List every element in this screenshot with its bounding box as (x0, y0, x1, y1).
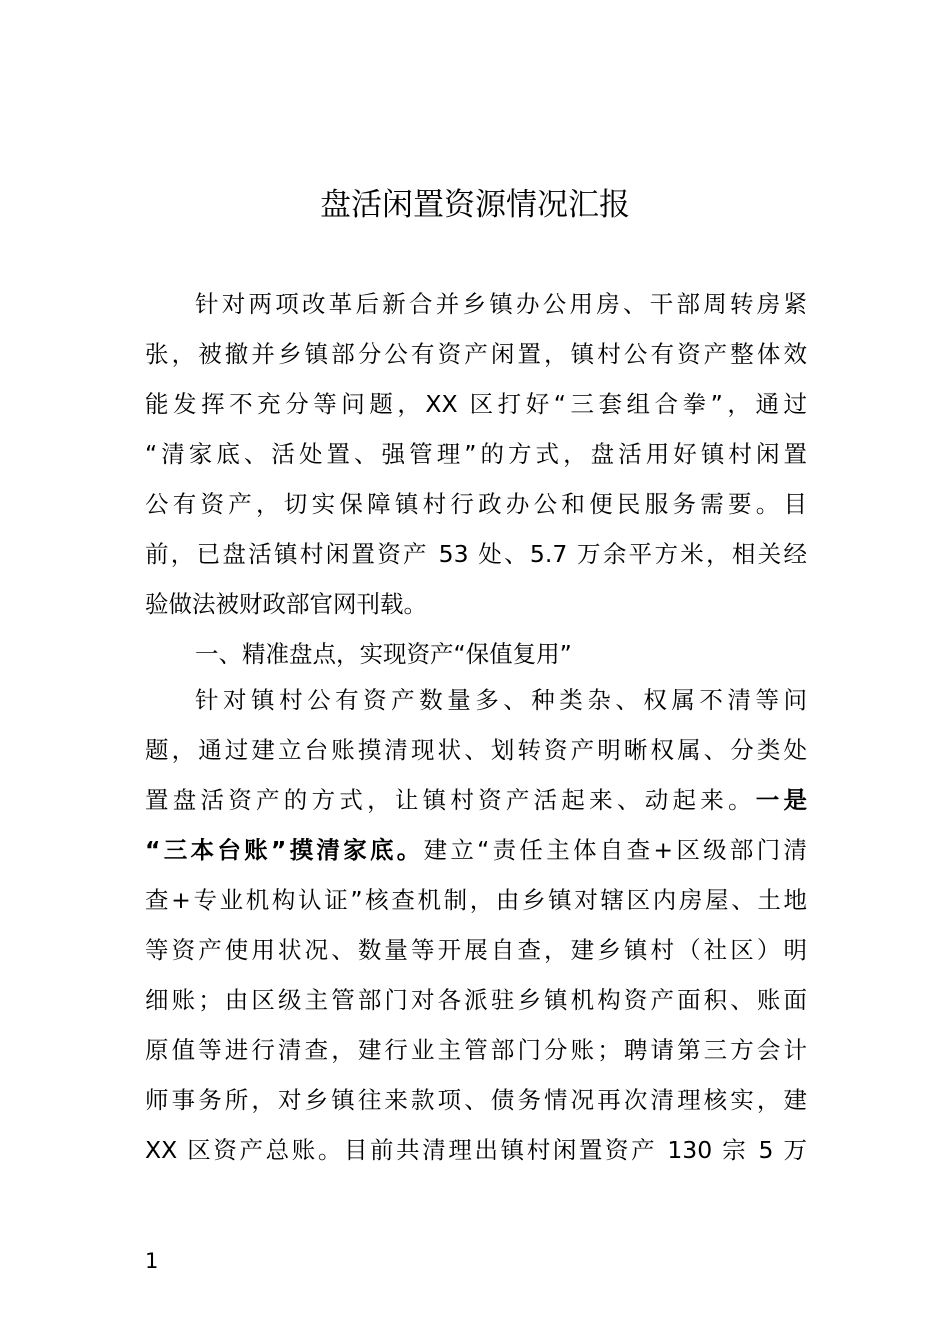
paragraph-line: XX 区资产总账。目前共清理出镇村闲置资产 130 宗 5 万 (145, 1136, 807, 1164)
page-number: 1 (145, 1249, 159, 1273)
paragraph-line: 等资产使用状况、数量等开展自查，建乡镇村（社区）明 (145, 936, 807, 964)
paragraph-line: 师事务所，对乡镇往来款项、债务情况再次清理核实，建 (145, 1086, 807, 1114)
paragraph-line: 查+专业机构认证”核查机制，由乡镇对辖区内房屋、土地 (145, 886, 807, 914)
bold-subheading: “三本台账”摸清家底。 (145, 836, 424, 864)
paragraph-line: 题，通过建立台账摸清现状、划转资产明晰权属、分类处 (145, 736, 807, 764)
paragraph-line: 前，已盘活镇村闲置资产 53 处、5.7 万余平方米，相关经 (145, 540, 807, 568)
section-heading: 一、精准盘点，实现资产“保值复用” (195, 640, 572, 668)
paragraph-line: 能发挥不充分等问题，XX 区打好“三套组合拳”，通过 (145, 390, 807, 418)
paragraph-line (145, 825, 807, 875)
paragraph-line: 验做法被财政部官网刊载。 (145, 590, 427, 618)
paragraph-text: 置盘活资产的方式，让镇村资产活起来、动起来。 (145, 786, 756, 814)
paragraph-line: 原值等进行清查，建行业主管部门分账；聘请第三方会计 (145, 1036, 807, 1064)
document-title: 盘活闲置资源情况汇报 (320, 187, 630, 223)
paragraph-text: 建立“责任主体自查+区级部门清 (423, 836, 807, 864)
paragraph-line: 张，被撤并乡镇部分公有资产闲置，镇村公有资产整体效 (145, 340, 807, 368)
paragraph-line (145, 775, 807, 825)
paragraph-line: 细账；由区级主管部门对各派驻乡镇机构资产面积、账面 (145, 986, 807, 1014)
paragraph-line: 针对两项改革后新合并乡镇办公用房、干部周转房紧 (195, 290, 807, 318)
paragraph-line: 公有资产，切实保障镇村行政办公和便民服务需要。目 (145, 490, 807, 518)
paragraph-line: “清家底、活处置、强管理”的方式，盘活用好镇村闲置 (145, 440, 807, 468)
paragraph-line: 针对镇村公有资产数量多、种类杂、权属不清等问 (195, 686, 807, 714)
bold-label: 一是 (755, 786, 808, 814)
